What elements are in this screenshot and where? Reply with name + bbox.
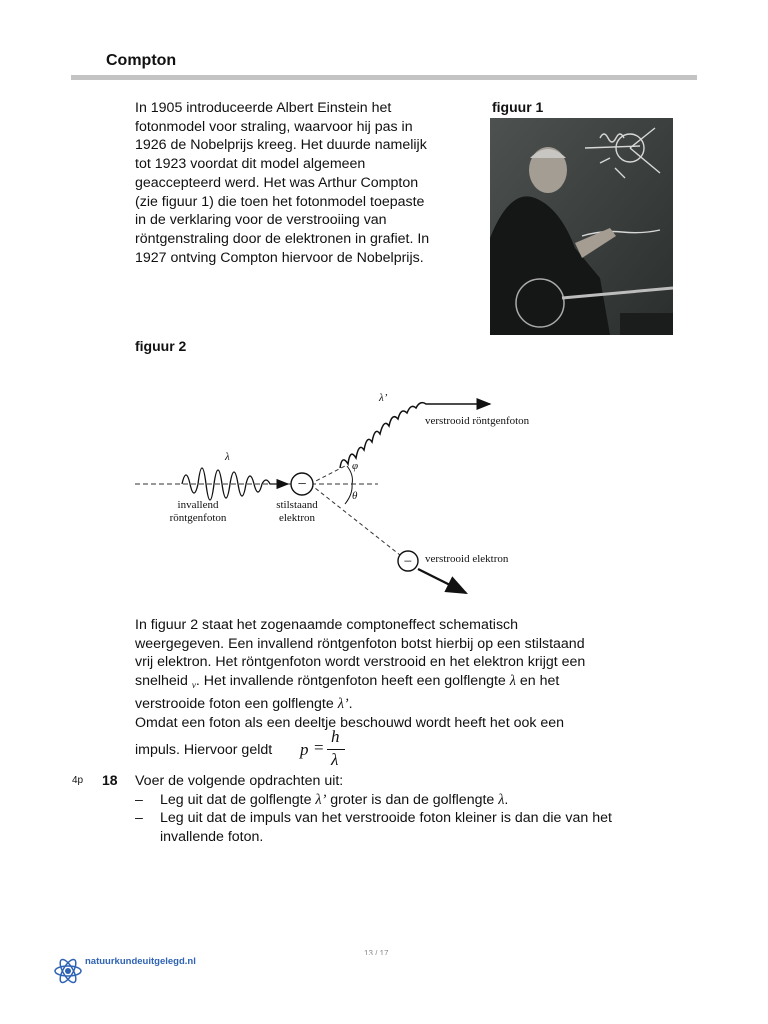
question-item: [135, 809, 675, 846]
question-text-fragment: Leg uit dat de impuls van het verstrooide foton kleiner is dan die van het invallende foton.: [160, 810, 612, 846]
phi-label: φ: [352, 460, 359, 472]
question-block: [135, 772, 675, 847]
velocity-symbol: v: [191, 680, 196, 691]
formula-intro: impuls. Hiervoor geldt: [135, 742, 273, 758]
body-text-fragment: . Het invallende röntgenfoton heeft een golflengte: [195, 673, 506, 690]
body-line: [135, 695, 675, 714]
question-text-fragment: Leg uit dat de golflengte: [160, 791, 312, 808]
stationary-electron-symbol: −: [297, 476, 307, 493]
question-item: [135, 791, 675, 810]
incident-lambda-label: λ: [225, 451, 230, 463]
theta-label: θ: [352, 490, 358, 502]
compton-scattering-diagram: [130, 356, 550, 596]
body-text-fragment: verstrooide foton een golflengte: [135, 695, 334, 712]
figure1-label: figuur 1: [492, 99, 544, 115]
incident-photon-label-2: röntgenfoton: [169, 512, 227, 524]
body-line: [135, 672, 675, 695]
dash-bullet: –: [135, 810, 143, 827]
intro-line: tot 1923 voordat dit model algemeen: [135, 156, 366, 173]
explanation-paragraph: [135, 616, 675, 732]
intro-line: (zie figuur 1) die toen het fotonmodel toepaste: [135, 193, 425, 210]
electron-label-1: stilstaand: [276, 499, 318, 511]
intro-paragraph: [135, 99, 485, 267]
question-text-fragment: .: [504, 791, 509, 808]
footer-site-link[interactable]: natuurkundeuitgelegd.nl: [85, 956, 196, 967]
question-number: 18: [102, 772, 118, 788]
intro-line: in de verklaring voor de verstrooiing van: [135, 212, 387, 229]
question-points: 4p: [72, 775, 84, 786]
figure2-label: figuur 2: [135, 338, 187, 354]
title-divider: [71, 75, 697, 80]
question-prompt: Voer de volgende opdrachten uit:: [135, 773, 344, 789]
body-text-fragment: snelheid: [135, 673, 188, 690]
dash-bullet: –: [135, 791, 143, 808]
body-line: weergegeven. Een invallend röntgenfoton botst hierbij op een stilstaand: [135, 635, 585, 652]
formula-equals: =: [314, 738, 324, 757]
scattered-electron-label: verstrooid elektron: [425, 553, 509, 565]
incident-photon-label-1: invallend: [177, 499, 219, 511]
lambda-prime-symbol: λ’: [337, 695, 349, 712]
intro-line: röntgenstraling door de elektronen in grafiet. In: [135, 230, 430, 247]
scattered-electron-symbol: −: [403, 554, 413, 570]
formula-numerator: h: [331, 727, 340, 746]
page-number: 13 / 17: [364, 950, 389, 955]
scattered-photon-label: verstrooid röntgenfoton: [425, 415, 530, 427]
intro-line: geaccepteerd werd. Het was Arthur Compton: [135, 174, 419, 191]
intro-line: 1927 ontving Compton hiervoor de Nobelprijs.: [135, 249, 424, 266]
body-line: In figuur 2 staat het zogenaamde comptoneffect schematisch: [135, 617, 519, 633]
atom-logo-icon: [53, 956, 83, 986]
body-text-fragment: en het: [519, 673, 560, 690]
scattered-photon-wave: [340, 403, 490, 468]
scattered-electron-arrow: [418, 569, 466, 593]
compton-photo-illustration: [490, 118, 673, 335]
body-line: vrij elektron. Het röntgenfoton wordt verstrooid en het elektron krijgt een: [135, 654, 586, 671]
electron-label-2: elektron: [278, 512, 316, 524]
compton-photo: [490, 118, 673, 335]
lambda-prime-symbol: λ’: [315, 791, 327, 808]
question-text-fragment: groter is dan de golflengte: [330, 791, 495, 808]
intro-line: fotonmodel voor straling, waarvoor hij pas in: [135, 118, 413, 135]
scattered-photon-guide: [310, 466, 345, 484]
lambda-symbol: λ: [498, 791, 505, 808]
formula-denominator: λ: [331, 750, 339, 769]
formula-p: p: [300, 740, 309, 759]
scattered-electron-guide: [310, 484, 405, 559]
page-title: Compton: [106, 52, 177, 69]
body-line: Omdat een foton als een deeltje beschouwd wordt heeft het ook een: [135, 714, 565, 731]
scattered-lambda-label: λ’: [379, 392, 388, 404]
intro-line: In 1905 introduceerde Albert Einstein het: [135, 100, 392, 116]
intro-line: 1926 de Nobelprijs kreeg. Het duurde namelijk: [135, 137, 427, 154]
body-text-fragment: .: [348, 695, 353, 712]
lambda-symbol: λ: [509, 673, 516, 690]
